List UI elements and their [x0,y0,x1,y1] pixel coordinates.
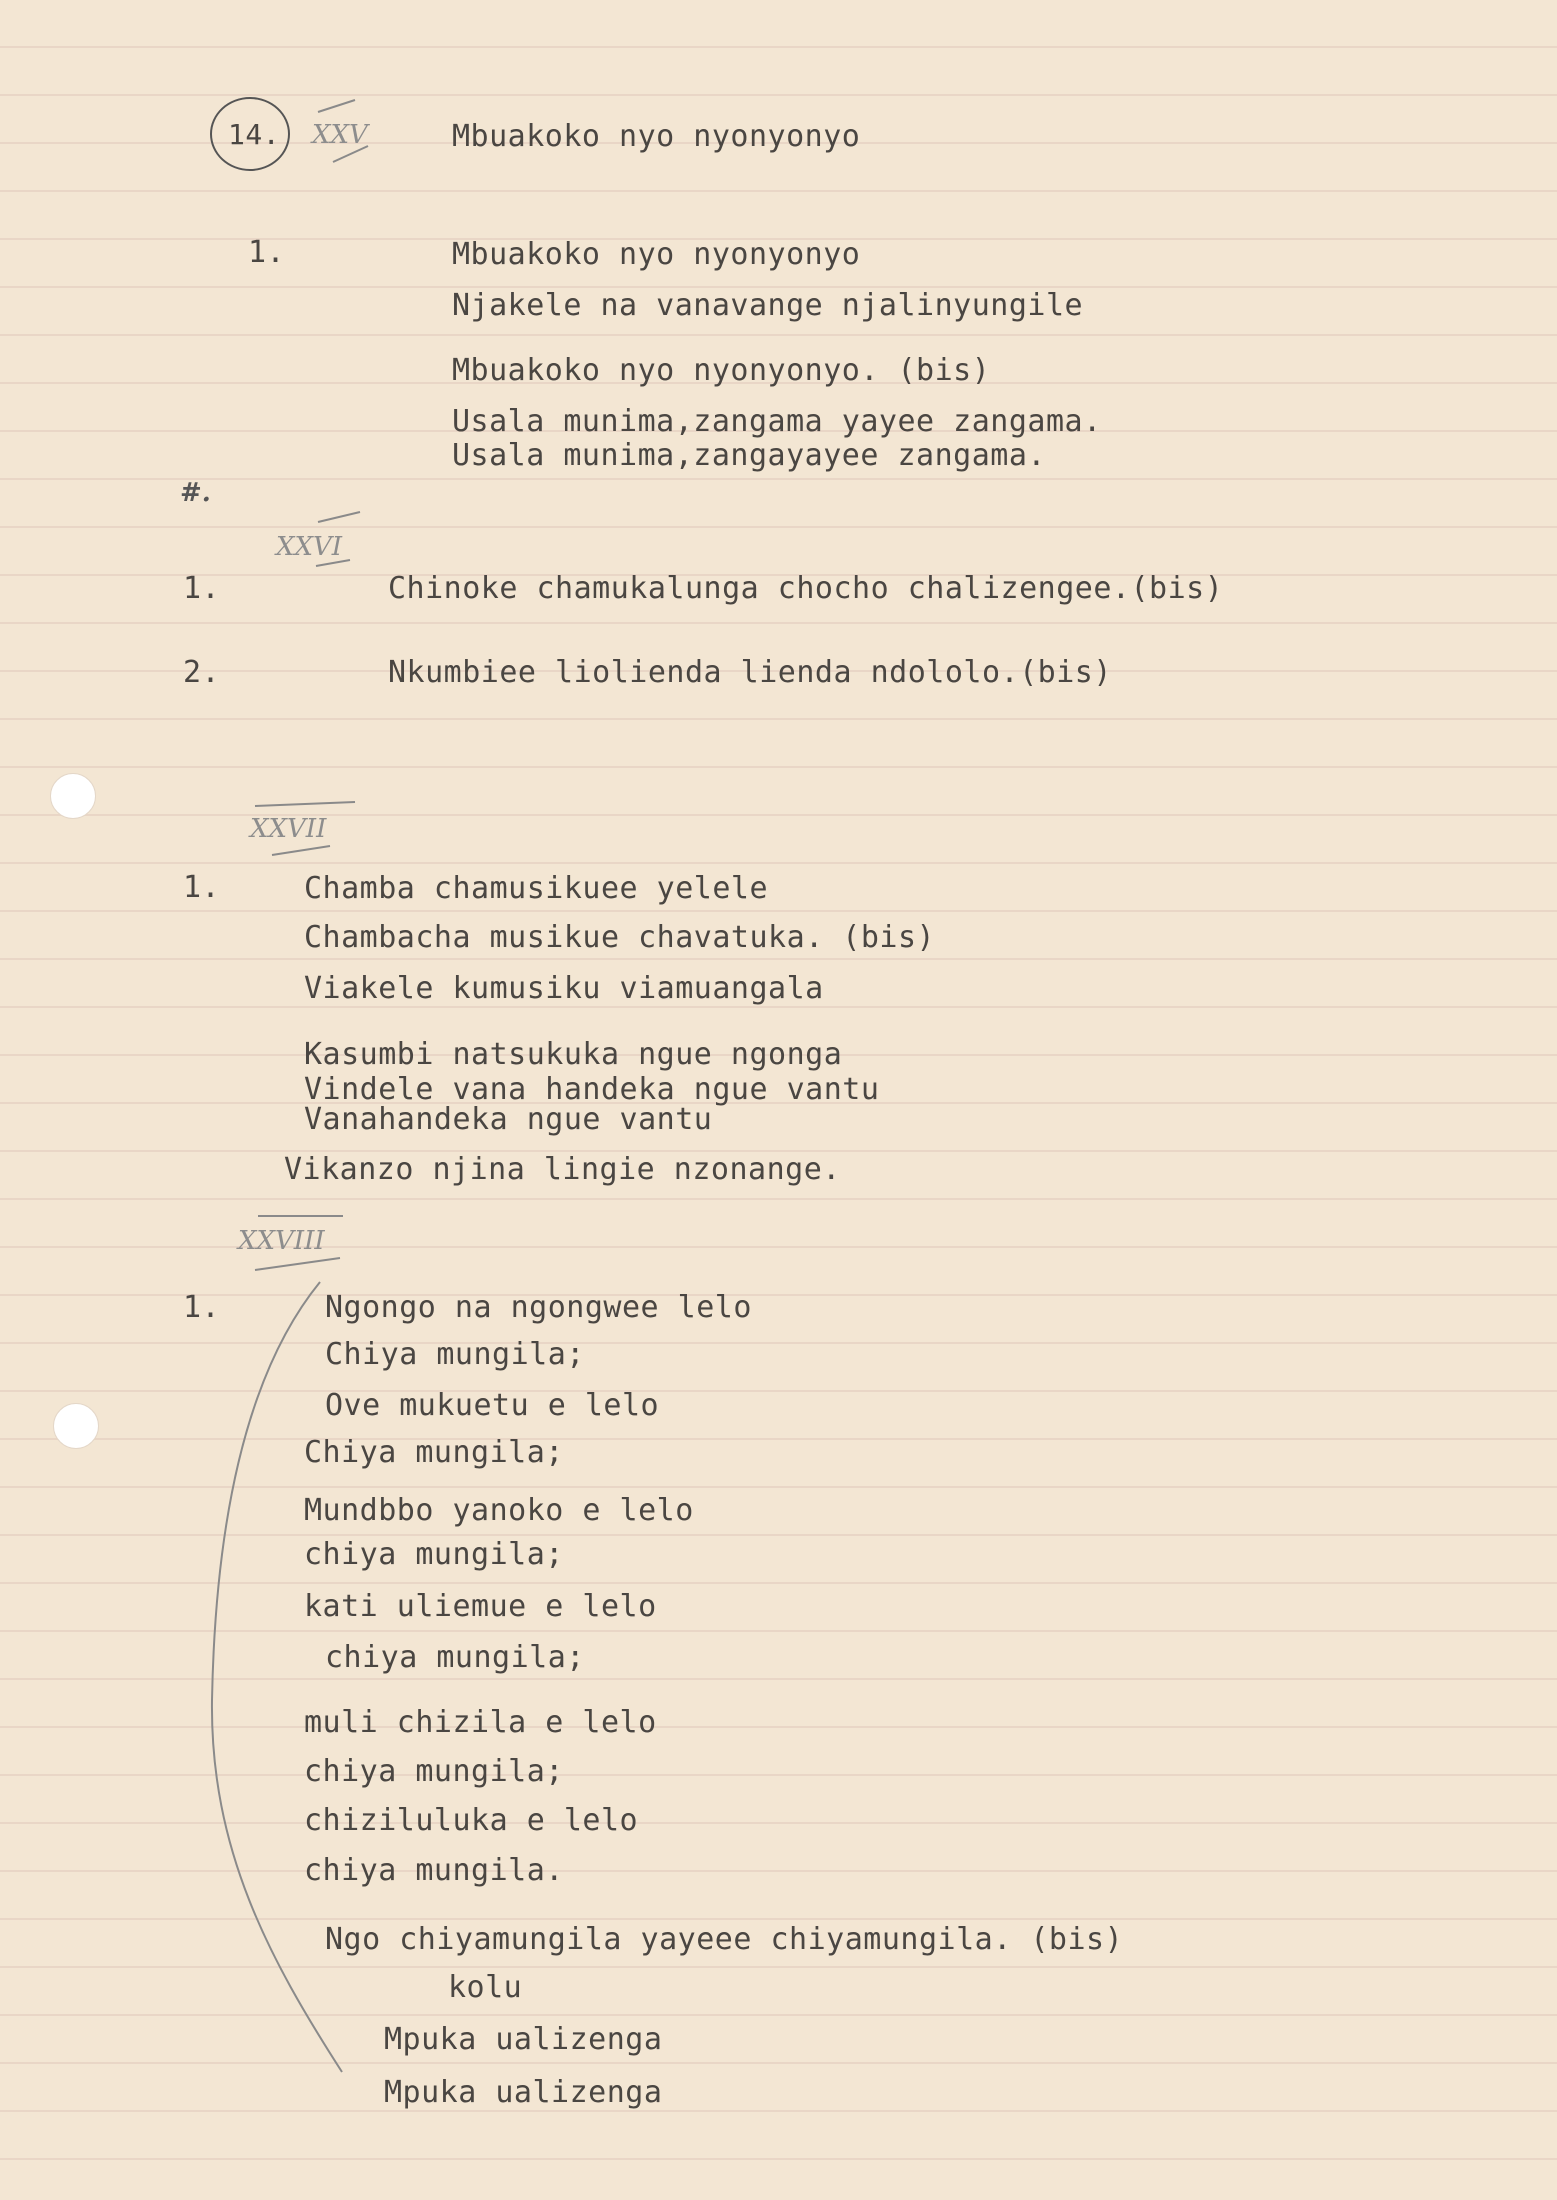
roman-numeral-xxv: XXV [312,120,368,150]
item-line: Chinoke chamukalunga chocho chalizengee.(bis) [388,571,1224,606]
roman-numeral-xxvi: XXVI [276,532,343,562]
verse-line: kolu [448,1970,523,2005]
verse-line: Mbuakoko nyo nyonyonyo [452,237,861,272]
punch-hole-bottom [53,1403,99,1449]
verse-number: 1. [183,870,221,905]
verse-line: Chamba chamusikuee yelele [304,871,769,906]
verse-line: Usala munima,zangayayee zangama. [452,438,1046,473]
verse-line: Kasumbi natsukuka ngue ngonga [304,1037,843,1072]
verse-line: Vikanzo njina lingie nzonange. [284,1152,841,1187]
verse-line: Mpuka ualizenga [384,2022,663,2057]
verse-line: Chiya mungila; [304,1435,564,1470]
verse-line: Njakele na vanavange njalinyungile [452,288,1084,323]
verse-number: 1. [183,1290,221,1325]
verse-line: Ngongo na ngongwee lelo [325,1290,752,1325]
section-title: Mbuakoko nyo nyonyonyo [452,119,861,154]
verse-line: Mundbbo yanoko e lelo [304,1493,694,1528]
verse-number: 1. [248,235,286,270]
verse-line: chiya mungila. [304,1853,564,1888]
verse-line: chiziluluka e lelo [304,1803,639,1838]
verse-line: kati uliemue e lelo [304,1589,657,1624]
margin-mark: #. [180,478,211,508]
verse-line: Mpuka ualizenga [384,2075,663,2110]
verse-line: Chiya mungila; [325,1337,585,1372]
verse-line: Viakele kumusiku viamuangala [304,971,824,1006]
section-number: 14. [228,118,281,151]
item-line: Nkumbiee liolienda lienda ndololo.(bis) [388,655,1112,690]
verse-line: Ove mukuetu e lelo [325,1388,660,1423]
verse-line: chiya mungila; [304,1537,564,1572]
verse-line: Vindele vana handeka ngue vantu [304,1072,880,1107]
item-number: 2. [183,655,221,690]
verse-line: Chambacha musikue chavatuka. (bis) [304,920,936,955]
roman-numeral-xxviii: XXVIII [238,1226,325,1256]
roman-numeral-xxvii: XXVII [250,814,327,844]
verse-line: Mbuakoko nyo nyonyonyo. (bis) [452,353,991,388]
bracket-line [212,1282,342,2072]
verse-line: Usala munima,zangama yayee zangama. [452,404,1102,439]
verse-line: chiya mungila; [304,1754,564,1789]
punch-hole-top [50,773,96,819]
item-number: 1. [183,571,221,606]
verse-line: Ngo chiyamungila yayeee chiyamungila. (bis) [325,1922,1124,1957]
verse-line: chiya mungila; [325,1640,585,1675]
verse-line: muli chizila e lelo [304,1705,657,1740]
verse-line: Vanahandeka ngue vantu [304,1102,713,1137]
